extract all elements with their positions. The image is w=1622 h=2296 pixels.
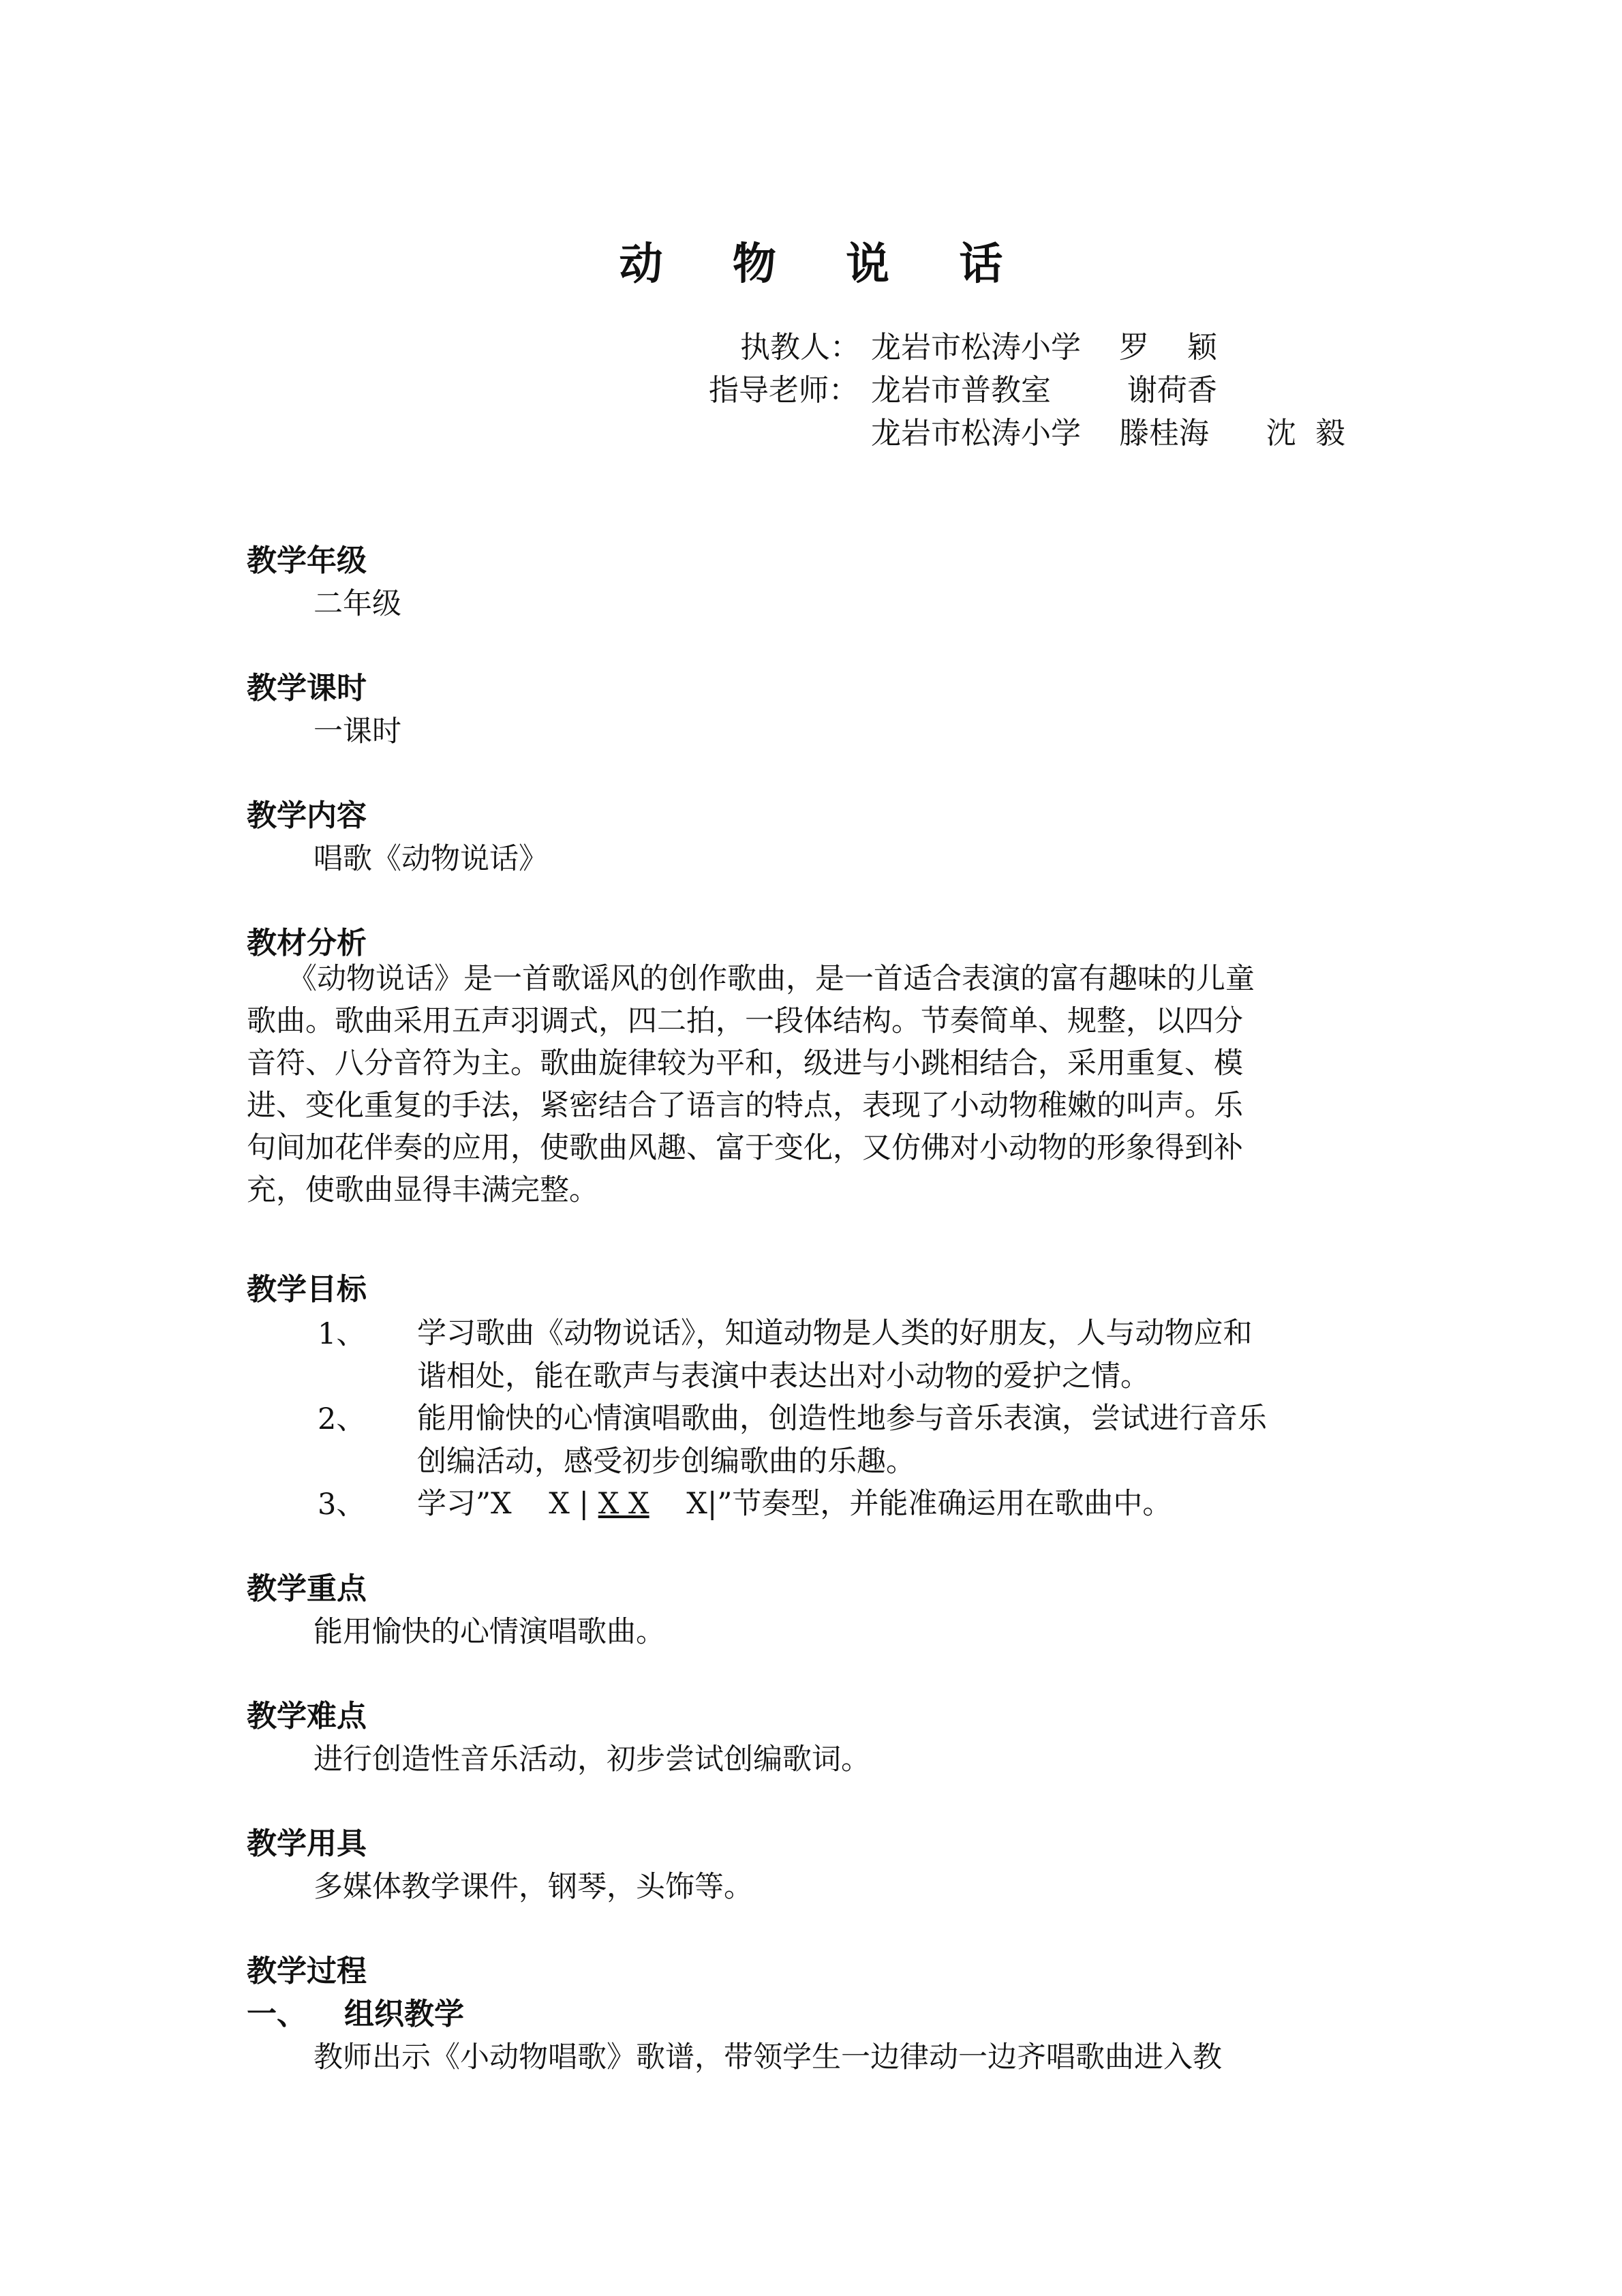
heading-key-point: 教学重点 (247, 1571, 367, 1606)
teacher-label: 执教人： (740, 330, 860, 365)
analysis-line: 歌曲。歌曲采用五声羽调式，四二拍，一段体结构。节奏简单、规整，以四分 (247, 1004, 1243, 1038)
grade-text: 二年级 (313, 587, 401, 621)
analysis-line: 进、变化重复的手法，紧密结合了语言的特点，表现了小动物稚嫩的叫声。乐 (247, 1089, 1243, 1123)
goal-number-2: 2、 (318, 1402, 366, 1436)
analysis-line: 音符、八分音符为主。歌曲旋律较为平和，级进与小跳相结合，采用重复、模 (247, 1046, 1243, 1081)
analysis-line: 句间加花伴奏的应用，使歌曲风趣、富于变化，又仿佛对小动物的形象得到补 (247, 1131, 1243, 1165)
hours-text: 一课时 (313, 714, 401, 749)
advisor-label: 指导老师： (709, 373, 859, 408)
content-text: 唱歌《动物说话》 (313, 842, 548, 876)
goal-number-1: 1、 (318, 1317, 366, 1351)
heading-analysis: 教材分析 (247, 926, 367, 961)
goal-3-line (417, 1483, 1172, 1525)
goal-1-line-1: 学习歌曲《动物说话》，知道动物是人类的好朋友，人与动物应和 (417, 1316, 1253, 1350)
heading-grade: 教学年级 (247, 543, 367, 578)
heading-process: 教学过程 (247, 1954, 367, 1989)
heading-tools: 教学用具 (247, 1826, 367, 1861)
advisor-value-1: 龙岩市普教室 谢荷香 (871, 373, 1217, 408)
heading-goals: 教学目标 (247, 1272, 367, 1307)
goal-3-suffix: X|”节奏型，并能准确运用在歌曲中。 (649, 1487, 1172, 1521)
goal-3-rhythm-underlined: X X (598, 1487, 649, 1521)
goal-1-line-2: 谐相处，能在歌声与表演中表达出对小动物的爱护之情。 (417, 1359, 1150, 1393)
advisor-value-2: 龙岩市松涛小学 滕桂海 沈 毅 (871, 416, 1345, 451)
process-step-title: 组织教学 (344, 1997, 464, 2031)
analysis-line: 充，使歌曲显得丰满完整。 (247, 1173, 598, 1207)
key-point-text: 能用愉快的心情演唱歌曲。 (313, 1615, 665, 1649)
tools-text: 多媒体教学课件，钢琴，头饰等。 (313, 1870, 753, 1904)
goal-2-line-2: 创编活动，感受初步创编歌曲的乐趣。 (417, 1445, 915, 1479)
difficulty-text: 进行创造性音乐活动，初步尝试创编歌词。 (313, 1742, 870, 1777)
analysis-paragraph (247, 958, 1378, 1211)
goal-3-prefix: 学习”X X | (417, 1487, 598, 1521)
goal-number-3: 3、 (318, 1487, 366, 1522)
page-title: 动 物 说 话 (619, 239, 1030, 290)
heading-content: 教学内容 (247, 798, 367, 833)
teacher-value: 龙岩市松涛小学 罗 颖 (871, 330, 1217, 365)
process-step-text: 教师出示《小动物唱歌》歌谱，带领学生一边律动一边齐唱歌曲进入教 (313, 2040, 1222, 2074)
process-step-number: 一、 (247, 1997, 307, 2031)
heading-hours: 教学课时 (247, 671, 367, 706)
analysis-line: 《动物说话》是一首歌谣风的创作歌曲，是一首适合表演的富有趣味的儿童 (288, 962, 1255, 996)
heading-difficulty: 教学难点 (247, 1699, 367, 1734)
goal-2-line-1: 能用愉快的心情演唱歌曲，创造性地参与音乐表演，尝试进行音乐 (417, 1402, 1267, 1436)
